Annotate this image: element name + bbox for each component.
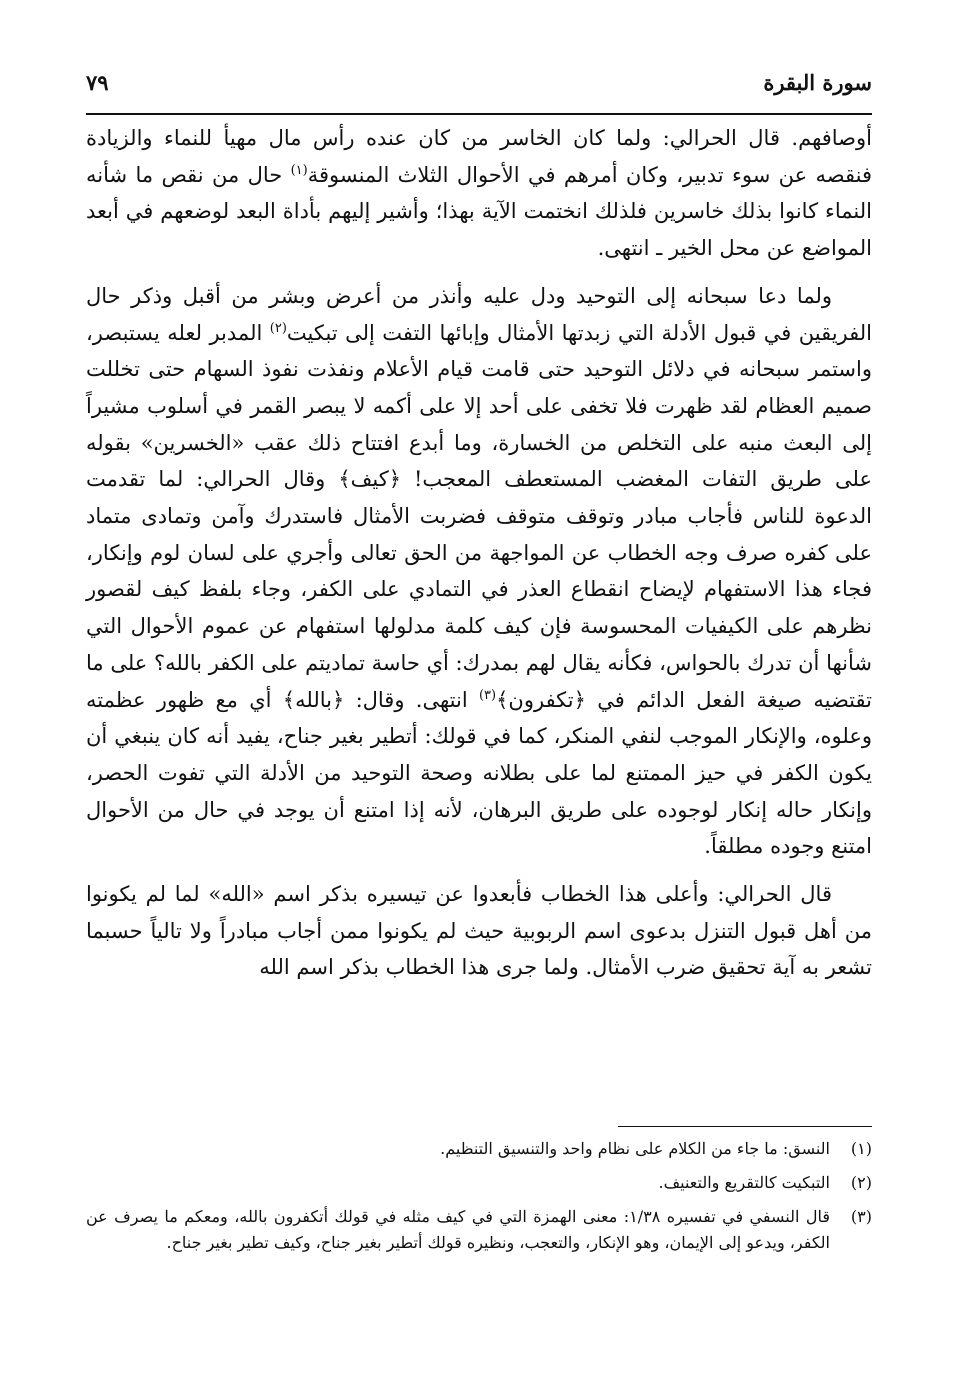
footnote-number: (٢): [850, 1173, 872, 1192]
paragraph-2: [86, 278, 872, 865]
footnote-3: [86, 1204, 872, 1256]
footnote-2: [86, 1170, 872, 1196]
footnote-text: التبكيت كالتقريع والتعنيف.: [658, 1173, 830, 1192]
paragraph-2-text-c: انتهى. وقال: ﴿بالله﴾ أي مع ظهور عظمته وعلوه، والإنكار الموجب لنفي المنكر، كما في قولك: أتطير بغير جناح، يفيد أنه كان ينبغي أن يكون الكفر في حيز الممتنع لما على بطلانه وصحة التوحيد من الأدلة التي تفوت الحصر، وإنكار حاله إنكار لوجوده على طريق البرهان، لأنه إذا امتنع أن يوجد في حال من الأحوال امتنع وجوده مطلقاً.: [86, 687, 872, 859]
paragraph-1-text-b: حال من نقص ما شأنه النماء كانوا بذلك خاسرين فلذلك انختمت الآية بهذا؛ وأشير إليهم بأداة البعد لوضعهم في أبعد المواضع عن محل الخير ـ انتهى.: [86, 162, 872, 261]
header-rule: [86, 113, 872, 115]
paragraph-2-text-b: المدبر لعله يستبصر، واستمر سبحانه في دلائل التوحيد حتى قامت قيام الأعلام ونفذت نفوذ السهام حتى تخللت صميم العظام لقد ظهرت فلا تخفى على أحد إلا على أكمه لا يبصر القمر في أسلوب مشيراً إلى البعث منبه على التخلص من الخسارة، وما أبدع افتتاح ذلك عقب «الخسرين» بقوله على طريق التفات المغضب المستعطف المعجب! ﴿كيف﴾ وقال الحرالي: لما تقدمت الدعوة للناس فأجاب مبادر وتوقف متوقف فضربت الأمثال فاستدرك وآمن وتمادى متماد على كفره صرف وجه الخطاب عن المواجهة من الحق تعالى وأجري على لسان لوم وإنكار، فجاء هذا الاستفهام لإيضاح انقطاع العذر في التمادي على الكفر، وجاء بلفظ كيف لقصور نظرهم على الكيفيات المحسوسة فإن كيف كلمة مدلولها استفهام عن عموم الأحوال التي شأنها أن تدرك بالحواس، فكأنه يقال لهم بمدرك: أي حاسة تماديتم على الكفر بالله؟ على ما تقتضيه صيغة الفعل الدائم في ﴿تكفرون﴾: [86, 320, 872, 712]
main-text: [86, 120, 872, 1080]
footnote-text: النسق: ما جاء من الكلام على نظام واحد والتنسيق التنظيم.: [440, 1139, 830, 1158]
footnote-number: (١): [850, 1139, 872, 1158]
paragraph-3-text: قال الحرالي: وأعلى هذا الخطاب فأبعدوا عن تيسيره بذكر اسم «الله» لما لم يكونوا من أهل قبول التنزل بدعوى اسم الربوبية حيث لم يكونوا ممن أجاب مبادراً ولا تالياً حسبما تشعر به آية تحقيق ضرب الأمثال. ولما جرى هذا الخطاب بذكر اسم الله: [86, 882, 872, 980]
footnote-text: قال النسفي في تفسيره ١/٣٨: معنى الهمزة التي في كيف مثله في قولك أتكفرون بالله، ومعكم ما يصرف عن الكفر، ويدعو إلى الإيمان، وهو الإنكار، والتعجب، ونظيره قولك أتطير بغير جناح، وكيف تطير بغير جناح.: [86, 1207, 831, 1252]
paragraph-1-text-a: أوصافهم. قال الحرالي: ولما كان الخاسر من كان عنده رأس مال مهيأ للنماء والزيادة فنقصه عن سوء تدبير، وكان أمرهم في الأحوال الثلاث المنسوقة: [86, 126, 872, 187]
page-number: ٧٩: [86, 70, 109, 95]
footnote-separator: [618, 1126, 872, 1127]
paragraph-1: [86, 120, 872, 267]
paragraph-2-text-a: ولما دعا سبحانه إلى التوحيد ودل عليه وأنذر من أعرض وبشر من أقبل وذكر حال الفريقين في قبول الأدلة التي زبدتها الأمثال وإبائها التفت إلى تبكيت: [86, 283, 872, 345]
footnote-1: [86, 1136, 872, 1162]
footnote-ref-1: (١): [290, 162, 308, 178]
footnote-number: (٣): [850, 1207, 872, 1226]
surah-title: سورة البقرة: [763, 70, 872, 95]
paragraph-3: [86, 876, 872, 986]
footnote-ref-2: (٢): [269, 320, 287, 336]
footnotes: [86, 1136, 872, 1336]
page-header: [86, 64, 872, 104]
footnote-ref-3: (٣): [478, 687, 497, 703]
